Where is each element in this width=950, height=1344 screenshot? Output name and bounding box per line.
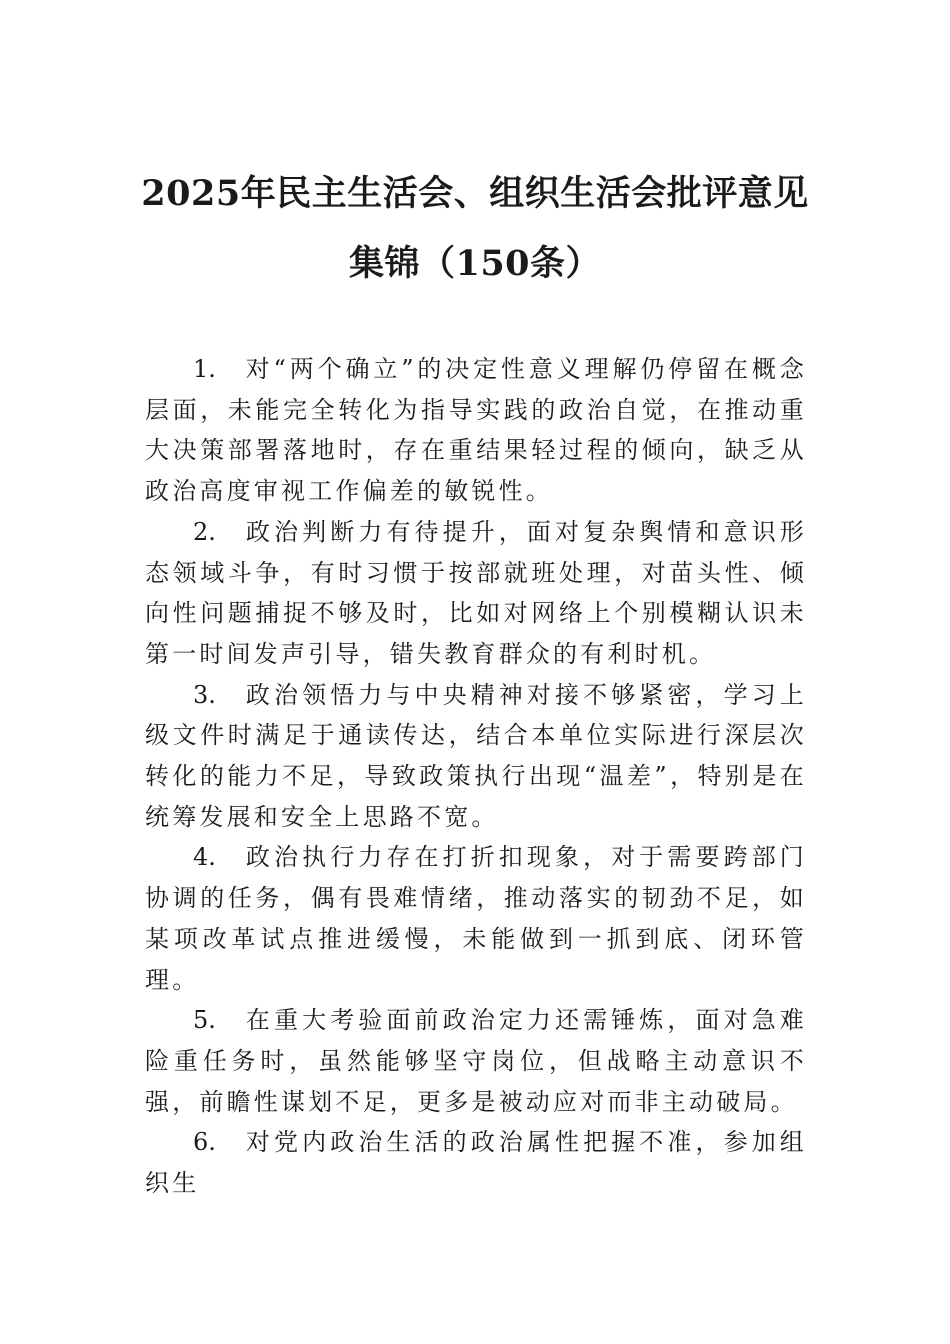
document-title-line-2: 集锦（150条） [348,243,602,284]
list-item [145,349,807,512]
list-item [145,837,807,1000]
item-number: 2. [193,517,216,546]
document-body [145,349,807,1204]
document-title-line-1: 2025年民主生活会、组织生活会批评意见 [141,173,809,214]
item-number: 3. [193,680,216,709]
item-text: 对“两个确立”的决定性意义理解仍停留在概念层面，未能完全转化为指导实践的政治自觉，在推动重大决策部署落地时，存在重结果轻过程的倾向，缺乏从政治高度审视工作偏差的敏锐性。 [145,355,807,506]
item-number: 6. [193,1128,216,1157]
item-number: 1. [193,355,216,383]
item-text: 对党内政治生活的政治属性把握不准，参加组织生 [145,1128,807,1198]
item-number: 4. [193,843,216,872]
list-item [145,512,807,675]
item-text: 政治执行力存在打折扣现象，对于需要跨部门协调的任务，偶有畏难情绪，推动落实的韧劲不足，如某项改革试点推进缓慢，未能做到一抓到底、闭环管理。 [145,843,807,994]
item-text: 在重大考验面前政治定力还需锤炼，面对急难险重任务时，虽然能够坚守岗位，但战略主动意识不强，前瞻性谋划不足，更多是被动应对而非主动破局。 [145,1006,807,1116]
item-number: 5. [193,1006,216,1035]
list-item [145,675,807,838]
item-text: 政治领悟力与中央精神对接不够紧密，学习上级文件时满足于通读传达，结合本单位实际进行深层次转化的能力不足，导致政策执行出现“温差”，特别是在统筹发展和安全上思路不宽。 [145,680,807,831]
list-item [145,1122,807,1203]
item-text: 政治判断力有待提升，面对复杂舆情和意识形态领域斗争，有时习惯于按部就班处理，对苗头性、倾向性问题捕捉不够及时，比如对网络上个别模糊认识未第一时间发声引导，错失教育群众的有利时机。 [145,517,807,668]
list-item [145,1000,807,1122]
